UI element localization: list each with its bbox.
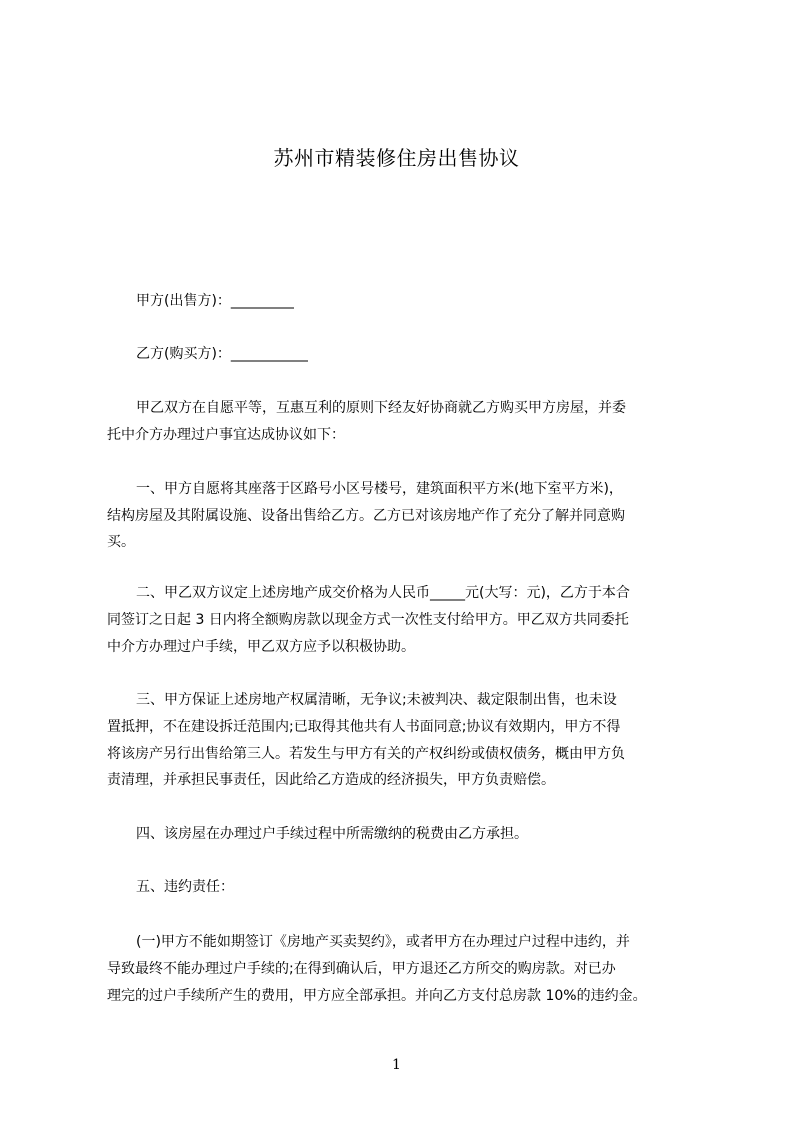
clause3-line-4: 责清理，并承担民事责任，因此给乙方造成的经济损失，甲方负责赔偿。 [107, 772, 555, 788]
clause2-line-1: 二、甲乙双方议定上述房地产成交价格为人民币_____元(大写：元)，乙方于本合 [136, 585, 630, 601]
party-a-line: 甲方(出售方)：_________ [136, 293, 294, 309]
clause5-1-line-1: (一)甲方不能如期签订《房地产买卖契约》，或者甲方在办理过户过程中违约，并 [136, 934, 630, 950]
intro-line-1: 甲乙双方在自愿平等，互惠互利的原则下经友好协商就乙方购买甲方房屋，并委 [136, 400, 626, 416]
document-title: 苏州市精装修住房出售协议 [273, 146, 520, 170]
clause1-line-3: 买。 [107, 534, 135, 550]
clause4-line: 四、该房屋在办理过户手续过程中所需缴纳的税费由乙方承担。 [136, 826, 528, 842]
clause1-line-1: 一、甲方自愿将其座落于区路号小区号楼号，建筑面积平方米(地下室平方米)， [136, 481, 623, 497]
clause3-line-1: 三、甲方保证上述房地产权属清晰，无争议;未被判决、裁定限制出售，也未设 [136, 692, 617, 708]
clause5-1-line-2: 导致最终不能办理过户手续的;在得到确认后，甲方退还乙方所交的购房款。对已办 [107, 961, 616, 977]
clause3-line-2: 置抵押，不在建设拆迁范围内;已取得其他共有人书面同意;协议有效期内，甲方不得 [107, 719, 621, 735]
clause2-line-3: 中介方办理过户手续，甲乙双方应予以积极协助。 [107, 639, 415, 655]
party-b-line: 乙方(购买方)：___________ [136, 346, 308, 362]
page-number: 1 [392, 1057, 401, 1073]
clause5-heading: 五、违约责任： [136, 879, 234, 895]
clause1-line-2: 结构房屋及其附属设施、设备出售给乙方。乙方已对该房地产作了充分了解并同意购 [107, 508, 625, 524]
intro-line-2: 托中介方办理过户事宜达成协议如下： [107, 427, 345, 443]
clause3-line-3: 将该房产另行出售给第三人。若发生与甲方有关的产权纠纷或债权债务，概由甲方负 [107, 746, 625, 762]
clause2-line-2: 同签订之日起 3 日内将全额购房款以现金方式一次性支付给甲方。甲乙双方共同委托 [107, 612, 629, 628]
clause5-1-line-3: 理完的过户手续所产生的费用，甲方应全部承担。并向乙方支付总房款 10%的违约金。 [107, 988, 647, 1004]
